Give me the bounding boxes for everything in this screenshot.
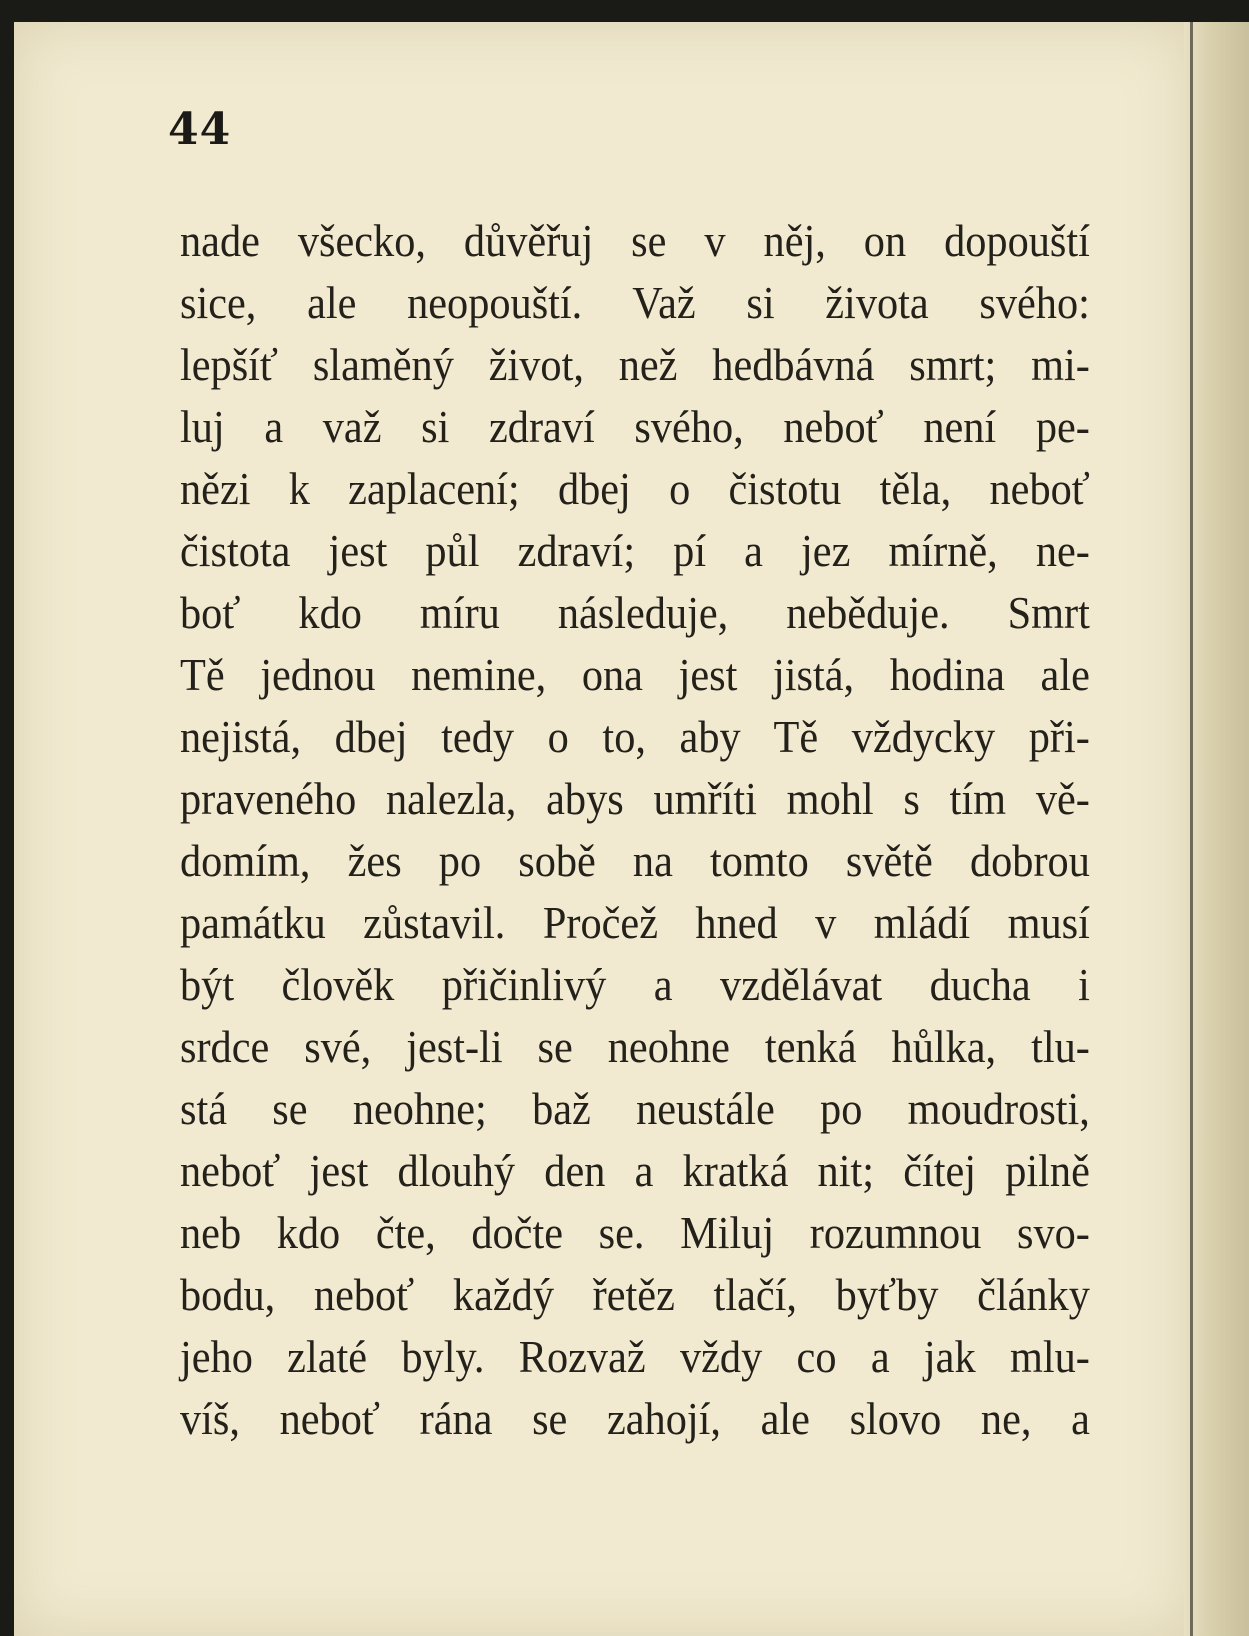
text-line: nade všecko, důvěřuj se v něj, on dopouští xyxy=(180,215,1090,266)
text-line: stá se neohne; baž neustále po moudrosti, xyxy=(180,1083,1090,1134)
text-line: nězi k zaplacení; dbej o čistotu těla, neboť xyxy=(180,463,1090,514)
text-line: víš, neboť rána se zahojí, ale slovo ne, a xyxy=(180,1393,1090,1444)
text-line: boť kdo míru následuje, neběduje. Smrt xyxy=(180,587,1090,638)
text-line: památku zůstavil. Pročež hned v mládí musí xyxy=(180,897,1090,948)
text-line: domím, žes po sobě na tomto světě dobrou xyxy=(180,835,1090,886)
text-line: Tě jednou nemine, ona jest jistá, hodina ale xyxy=(180,649,1090,700)
text-line: nejistá, dbej tedy o to, aby Tě vždycky při- xyxy=(180,711,1090,762)
body-text xyxy=(180,210,1090,1450)
page-number: 44 xyxy=(168,104,232,155)
text-line: jeho zlaté byly. Rozvaž vždy co a jak mlu- xyxy=(180,1331,1090,1382)
gutter-line xyxy=(1190,22,1193,1636)
text-line: luj a važ si zdraví svého, neboť není pe- xyxy=(180,401,1090,452)
text-line: čistota jest půl zdraví; pí a jez mírně, ne- xyxy=(180,525,1090,576)
text-line: srdce své, jest-li se neohne tenká hůlka, tlu- xyxy=(180,1021,1090,1072)
text-line: bodu, neboť každý řetěz tlačí, byťby články xyxy=(180,1269,1090,1320)
text-line: neb kdo čte, dočte se. Miluj rozumnou svo- xyxy=(180,1207,1090,1258)
text-line: neboť jest dlouhý den a kratká nit; čítej pilně xyxy=(180,1145,1090,1196)
text-line: sice, ale neopouští. Važ si života svého: xyxy=(180,277,1090,328)
text-line: praveného nalezla, abys umříti mohl s tím vě- xyxy=(180,773,1090,824)
scan-top-edge xyxy=(0,0,1249,24)
text-line: být člověk přičinlivý a vzdělávat ducha i xyxy=(180,959,1090,1010)
book-spine xyxy=(1184,22,1249,1636)
text-line: lepšíť slaměný život, než hedbávná smrt; mi- xyxy=(180,339,1090,390)
